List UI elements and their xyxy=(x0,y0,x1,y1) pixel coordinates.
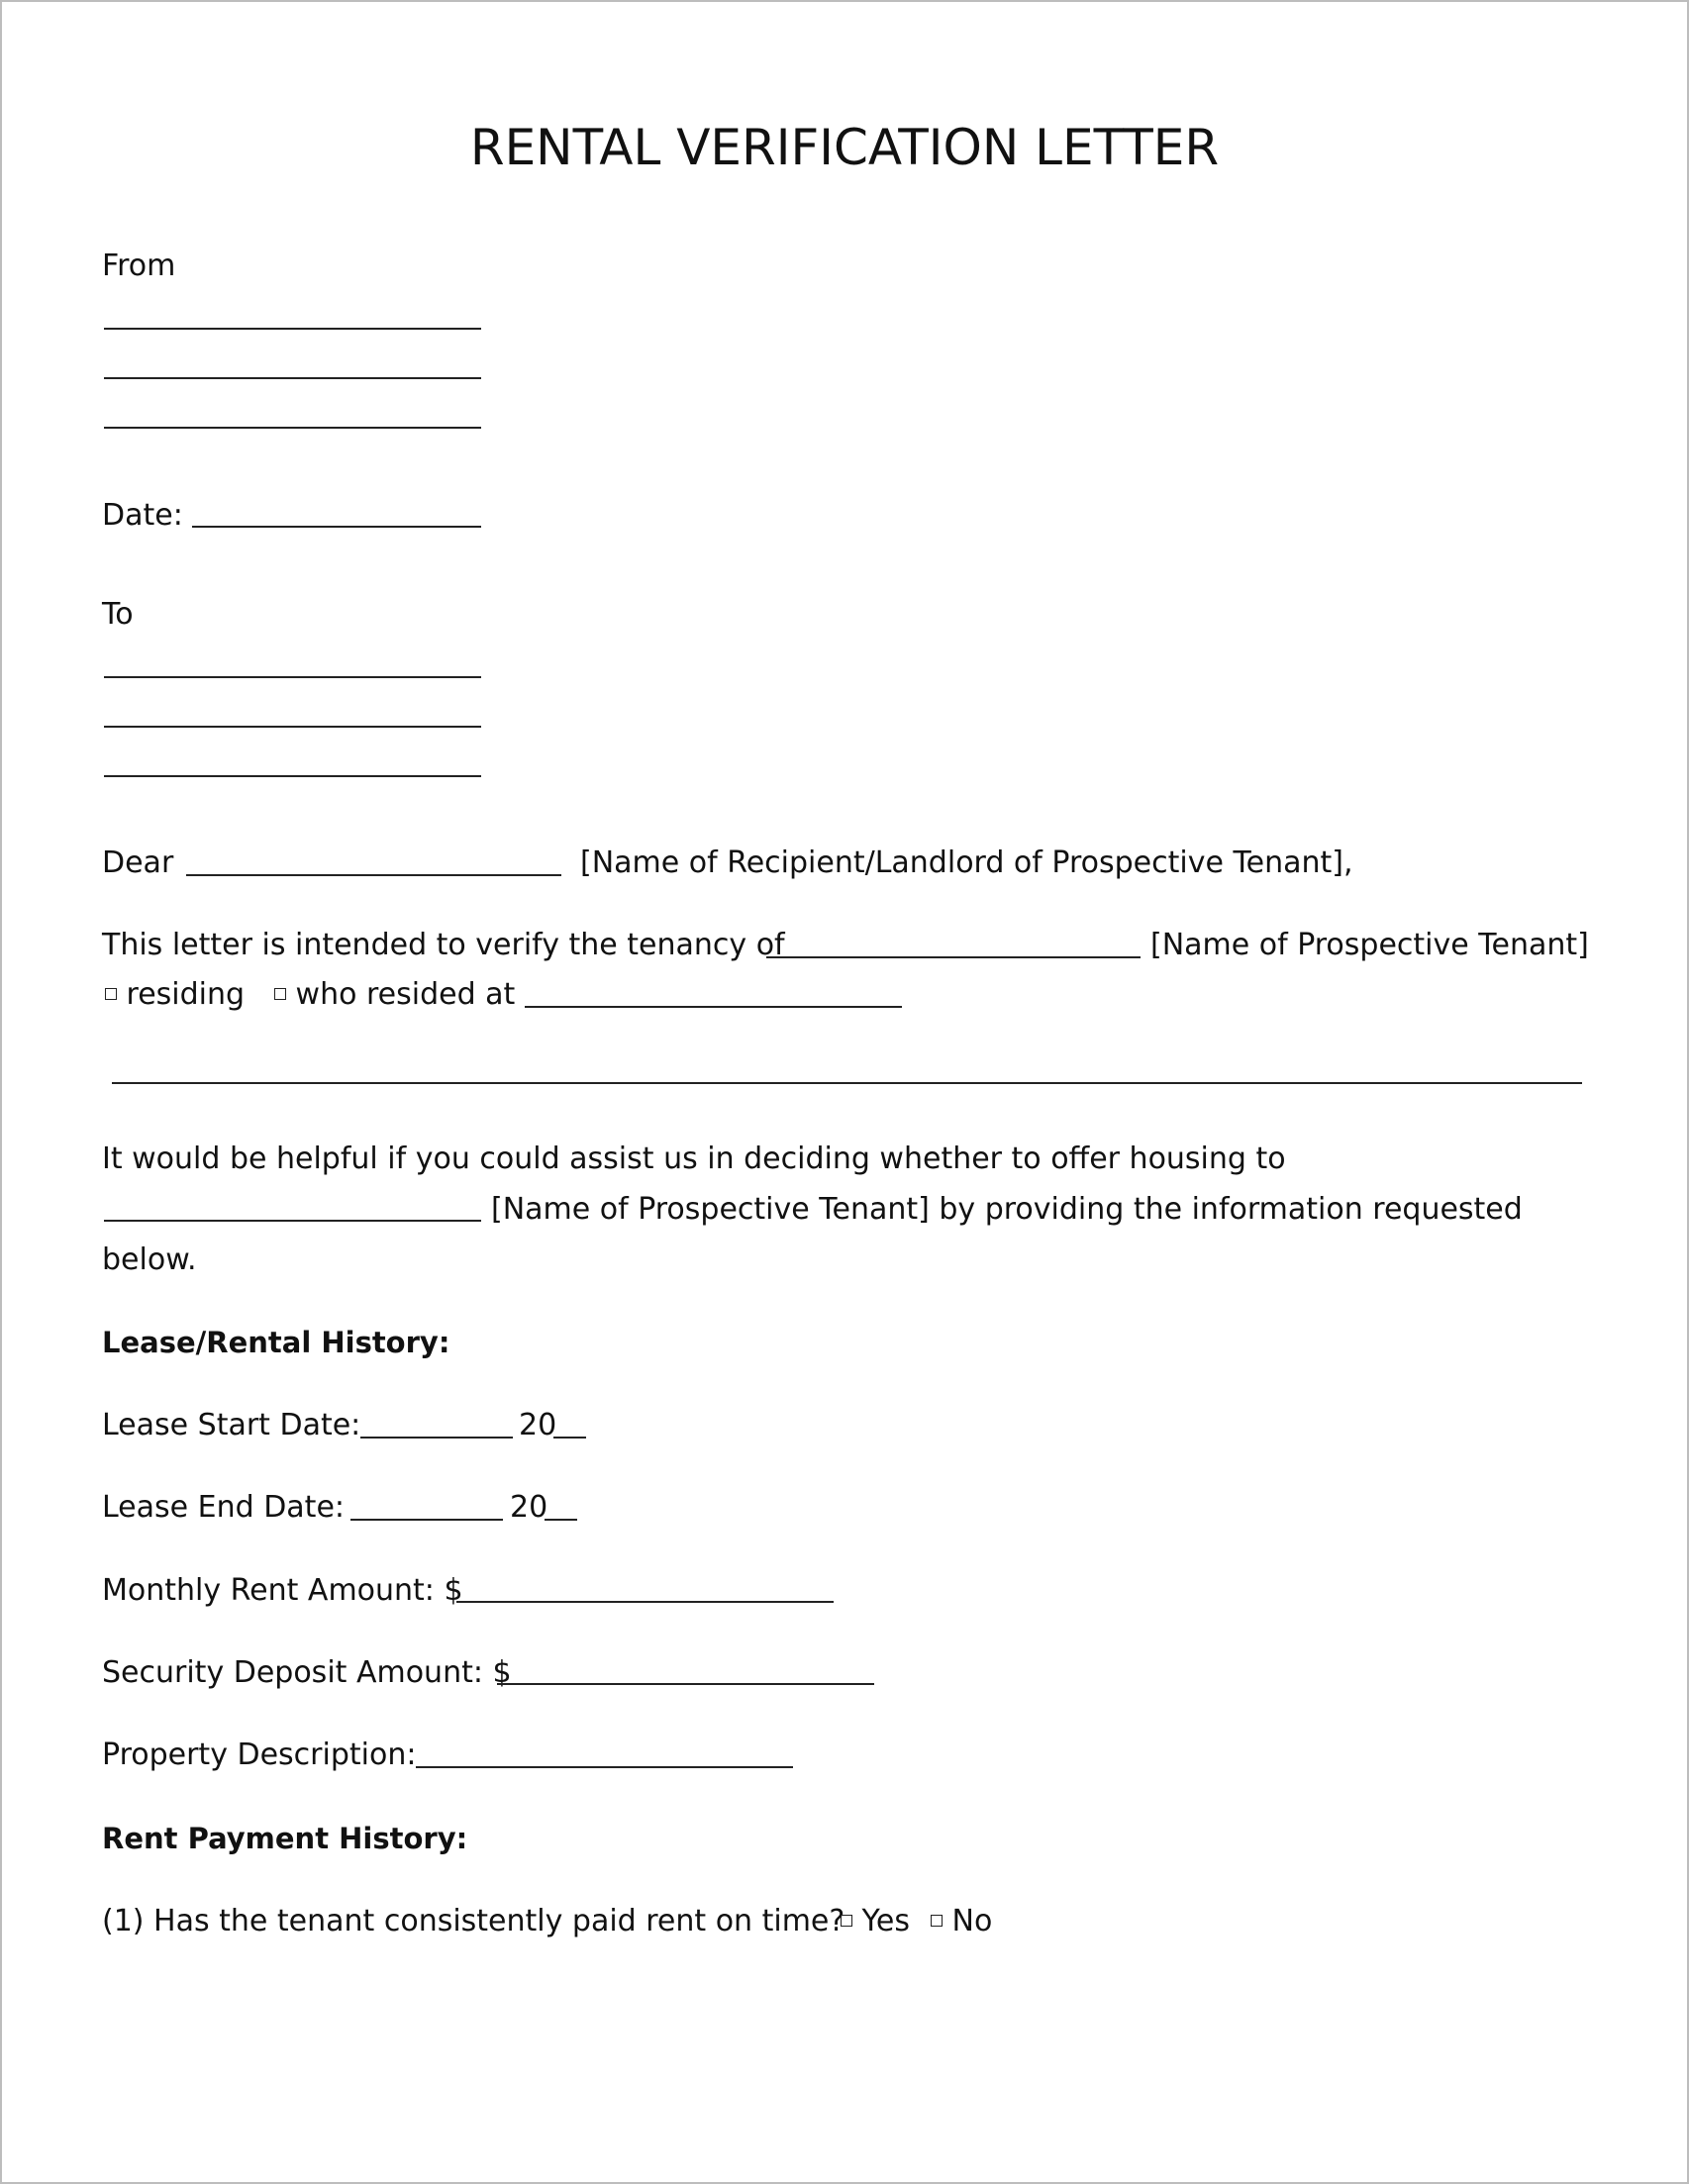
lease-history-heading: Lease/Rental History: xyxy=(102,1326,450,1359)
residing-label: residing xyxy=(126,977,246,1012)
address-line-2[interactable] xyxy=(112,1082,1582,1084)
lease-start-year: 20 xyxy=(519,1408,557,1442)
security-deposit-label: Security Deposit Amount: $ xyxy=(102,1655,512,1690)
helpful-line-1: It would be helpful if you could assist us in deciding whether to offer housing to xyxy=(102,1142,1286,1176)
helpful-line-2: [Name of Prospective Tenant] by providing the information requested xyxy=(491,1192,1523,1227)
resided-option[interactable] xyxy=(274,977,516,1012)
lease-end-label: Lease End Date: xyxy=(102,1490,346,1525)
to-line-3[interactable] xyxy=(104,775,481,777)
no-label: No xyxy=(951,1904,993,1938)
resided-label: who resided at xyxy=(295,977,516,1012)
from-line-3[interactable] xyxy=(104,427,481,429)
no-checkbox[interactable] xyxy=(931,1915,943,1927)
from-line-2[interactable] xyxy=(104,377,481,379)
to-line-2[interactable] xyxy=(104,726,481,728)
dear-suffix: [Name of Recipient/Landlord of Prospective Tenant], xyxy=(580,845,1353,880)
yes-label: Yes xyxy=(861,1904,910,1938)
to-label: To xyxy=(102,597,134,632)
payment-history-heading: Rent Payment History: xyxy=(102,1822,468,1855)
property-description-label: Property Description: xyxy=(102,1737,417,1772)
date-line[interactable] xyxy=(192,526,481,528)
residing-checkbox[interactable] xyxy=(105,988,117,1000)
monthly-rent-line[interactable] xyxy=(456,1601,834,1603)
from-label: From xyxy=(102,248,176,283)
security-deposit-line[interactable] xyxy=(497,1683,874,1685)
prospective-tenant-line[interactable] xyxy=(104,1220,481,1222)
verify-suffix: [Name of Prospective Tenant] xyxy=(1150,928,1589,962)
monthly-rent-label: Monthly Rent Amount: $ xyxy=(102,1573,463,1608)
helpful-line-3: below. xyxy=(102,1242,197,1277)
question-1: (1) Has the tenant consistently paid rent on time? xyxy=(102,1904,845,1938)
from-line-1[interactable] xyxy=(104,328,481,330)
address-line-1[interactable] xyxy=(525,1006,902,1008)
dear-name-line[interactable] xyxy=(186,874,561,876)
dear-label: Dear xyxy=(102,845,174,880)
date-label: Date: xyxy=(102,498,183,533)
residing-option[interactable] xyxy=(105,977,246,1012)
yes-option[interactable] xyxy=(841,1904,910,1938)
lease-end-year: 20 xyxy=(510,1490,548,1525)
lease-start-label: Lease Start Date: xyxy=(102,1408,361,1442)
lease-start-year-line[interactable] xyxy=(553,1437,586,1439)
letter-title: RENTAL VERIFICATION LETTER xyxy=(469,119,1220,176)
lease-end-line[interactable] xyxy=(350,1519,503,1521)
verify-text: This letter is intended to verify the tenancy of xyxy=(102,928,785,962)
lease-start-line[interactable] xyxy=(360,1437,513,1439)
resided-checkbox[interactable] xyxy=(274,988,286,1000)
property-description-line[interactable] xyxy=(416,1766,793,1768)
yes-checkbox[interactable] xyxy=(841,1915,852,1927)
lease-end-year-line[interactable] xyxy=(545,1519,577,1521)
no-option[interactable] xyxy=(931,1904,993,1938)
to-line-1[interactable] xyxy=(104,676,481,678)
tenant-name-line[interactable] xyxy=(766,956,1141,958)
